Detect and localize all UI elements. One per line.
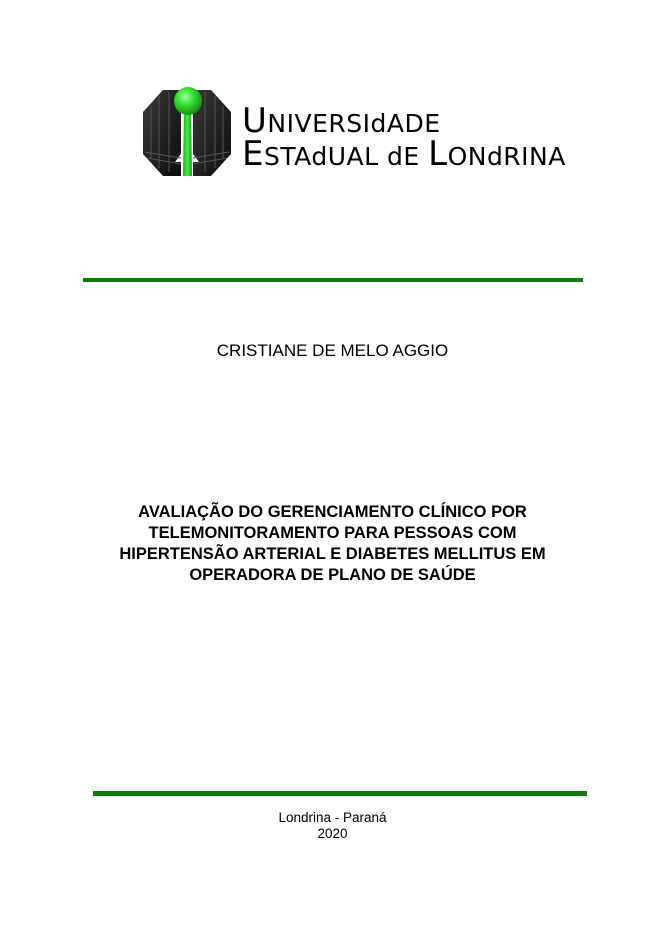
- location: Londrina - Paraná: [278, 810, 387, 825]
- title-line: OPERADORA DE PLANO DE SAÚDE: [189, 566, 476, 584]
- year: 2020: [317, 826, 348, 841]
- bottom-divider: [93, 791, 587, 796]
- author-name: CRISTIANE DE MELO AGGIO: [216, 341, 449, 360]
- university-name-line1: [242, 101, 566, 141]
- logo-initial-u: U: [242, 101, 268, 141]
- uel-emblem-icon: [141, 82, 233, 180]
- thesis-title: [60, 502, 605, 586]
- logo-text-rest3: ONdRINA: [447, 142, 566, 171]
- logo-initial-e: E: [242, 134, 264, 174]
- title-line: HIPERTENSÃO ARTERIAL E DIABETES MELLITUS EM: [119, 545, 546, 563]
- logo-initial-l: L: [428, 134, 448, 174]
- university-name: [242, 101, 566, 174]
- logo-text-rest2: STAdUAL dE: [263, 142, 429, 171]
- logo-text-rest1: NIVERSIdADE: [267, 109, 441, 138]
- footer: [0, 810, 665, 842]
- top-divider: [83, 278, 583, 282]
- university-name-line2: [242, 134, 566, 174]
- title-line: TELEMONITORAMENTO PARA PESSOAS COM: [148, 524, 517, 542]
- title-line: AVALIAÇÃO DO GERENCIAMENTO CLÍNICO POR: [138, 503, 527, 521]
